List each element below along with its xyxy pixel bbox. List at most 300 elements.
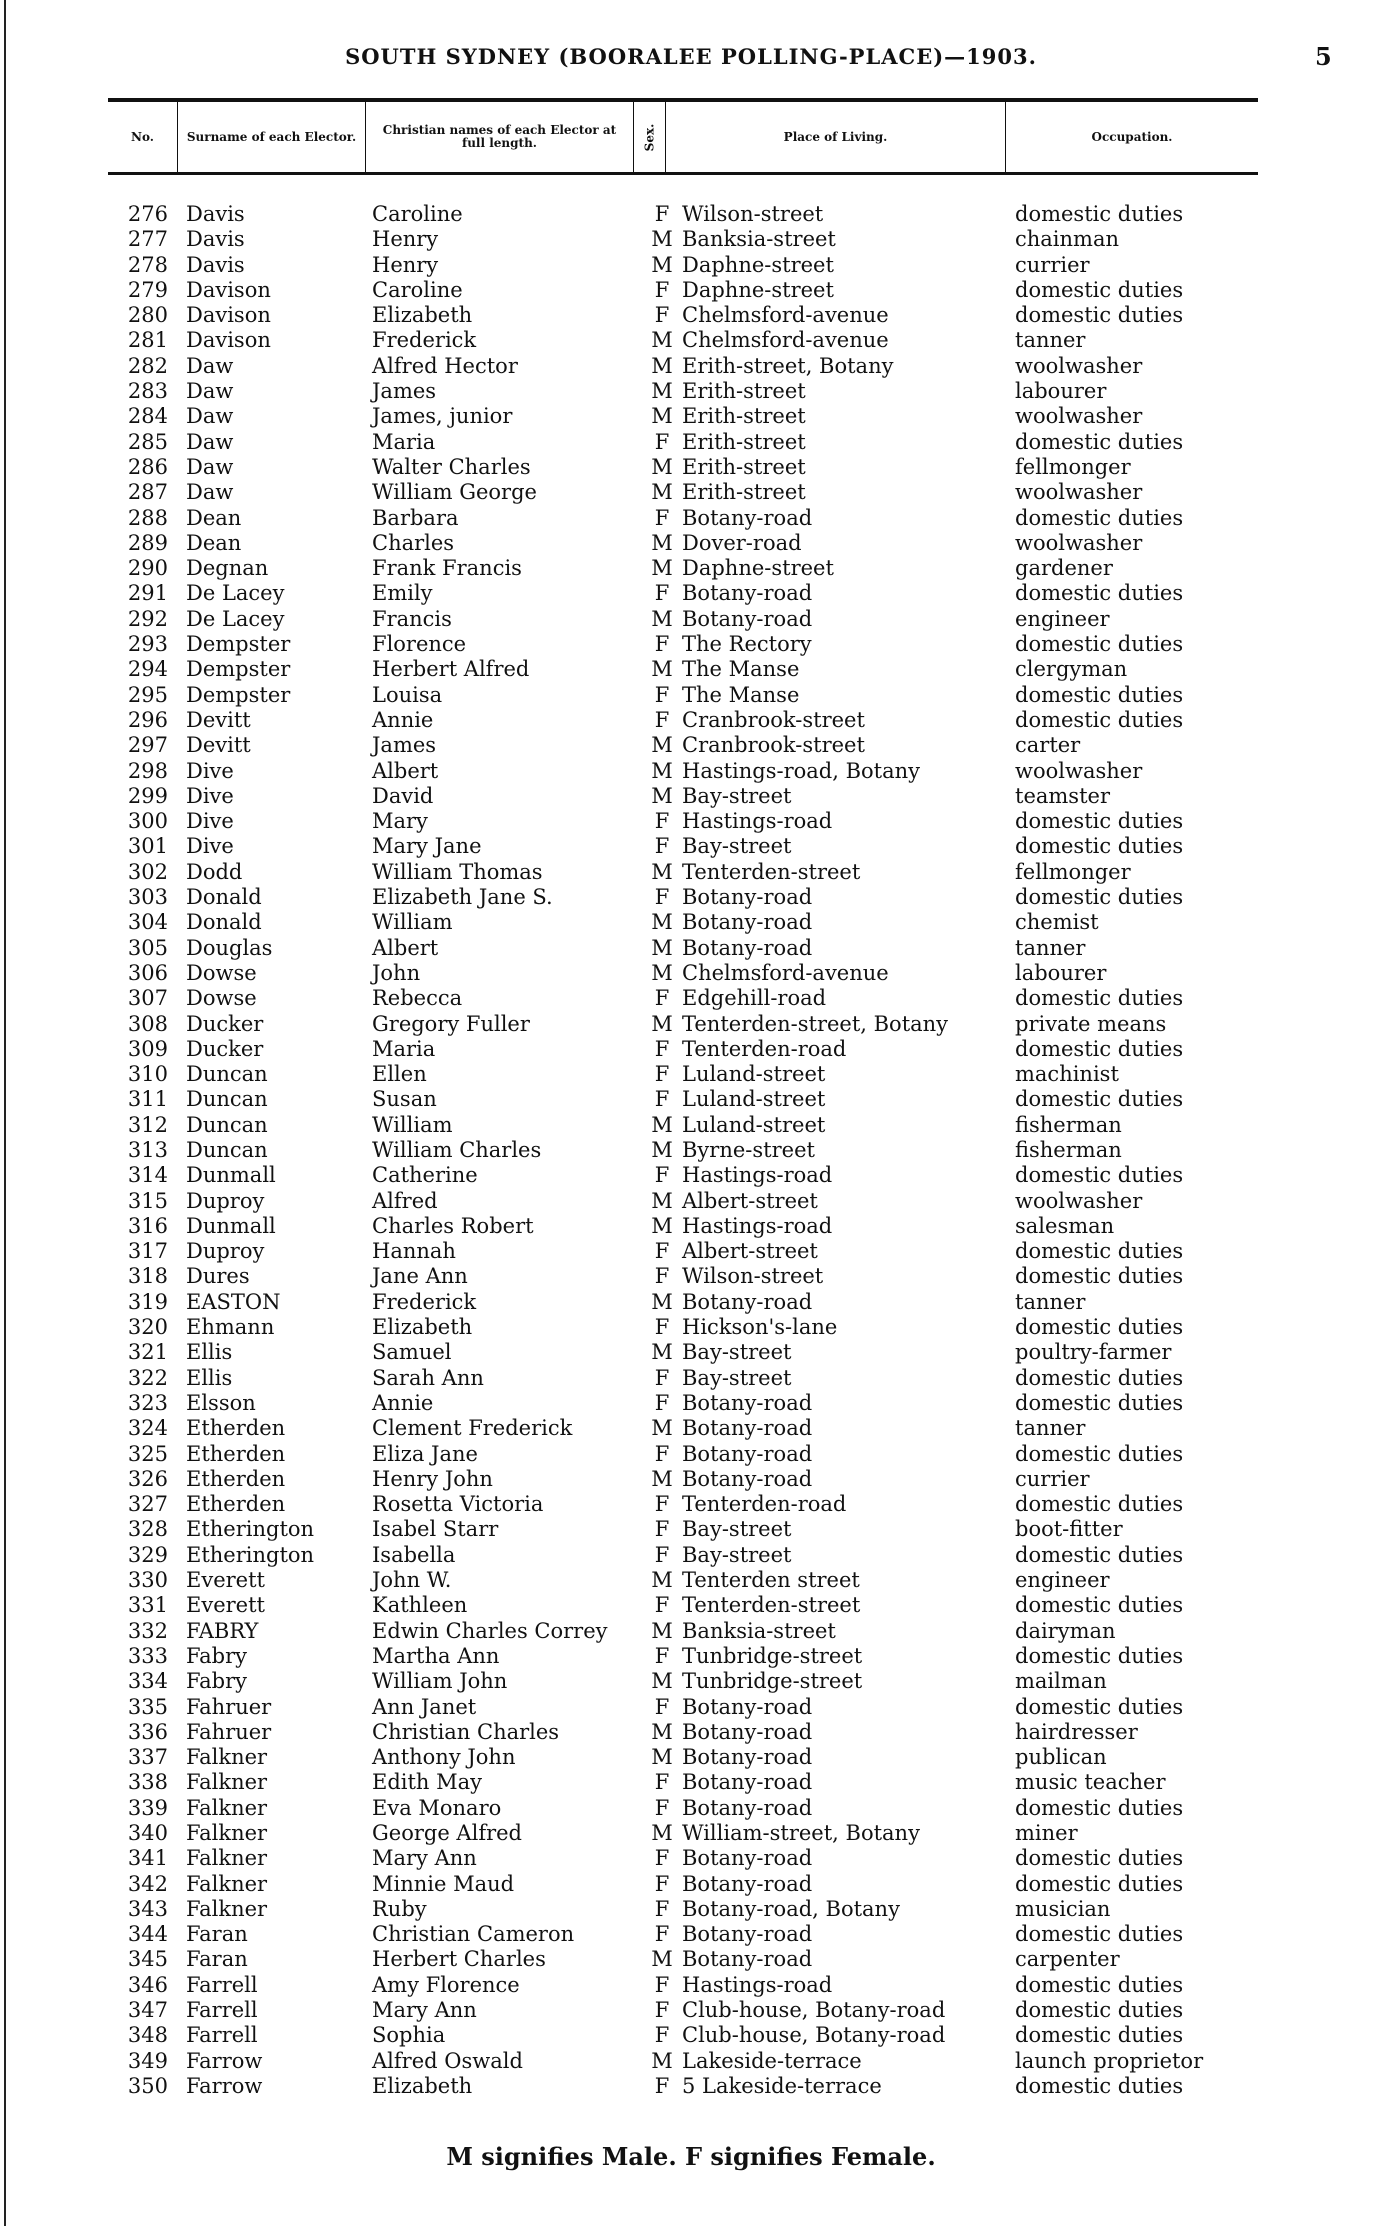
elector-surname: Ehmann	[186, 1315, 275, 1340]
elector-surname: Etherden	[186, 1416, 286, 1441]
elector-sex: F	[654, 1694, 670, 1719]
elector-surname: Elsson	[186, 1390, 256, 1415]
elector-place-of-living: Wilson-street	[682, 1264, 824, 1289]
elector-sex: M	[651, 935, 673, 960]
elector-sex: F	[654, 1036, 670, 1061]
elector-occupation: domestic duties	[1015, 1036, 1184, 1061]
elector-christian-names: Ann Janet	[372, 1694, 477, 1719]
elector-sex: F	[654, 1770, 670, 1795]
elector-place-of-living: Cranbrook-street	[682, 733, 865, 758]
elector-place-of-living: Botany-road	[682, 1947, 813, 1972]
elector-sex: M	[651, 1416, 673, 1441]
header-surname: Surname of each Elector.	[178, 102, 366, 172]
elector-place-of-living: Hastings-road, Botany	[682, 758, 921, 783]
table-row	[0, 303, 1382, 328]
elector-sex: M	[651, 404, 673, 429]
elector-sex: F	[654, 885, 670, 910]
elector-place-of-living: Erith-street	[682, 404, 806, 429]
elector-occupation: domestic duties	[1015, 202, 1184, 226]
elector-sex: F	[654, 1871, 670, 1896]
elector-occupation: domestic duties	[1015, 1972, 1184, 1997]
elector-surname: Falkner	[186, 1770, 268, 1795]
elector-place-of-living: Tunbridge-street	[682, 1669, 863, 1694]
table-row	[0, 1163, 1382, 1188]
table-row	[0, 1897, 1382, 1922]
elector-place-of-living: Erith-street, Botany	[682, 353, 894, 378]
elector-number: 299	[127, 783, 168, 808]
elector-number: 347	[127, 1998, 168, 2023]
elector-surname: Devitt	[186, 707, 251, 732]
elector-christian-names: Amy Florence	[372, 1972, 520, 1997]
elector-occupation: tanner	[1015, 328, 1086, 353]
elector-christian-names: Isabella	[372, 1542, 456, 1567]
table-row	[0, 1872, 1382, 1897]
elector-number: 305	[127, 935, 168, 960]
table-row	[0, 531, 1382, 556]
elector-occupation: woolwasher	[1015, 480, 1143, 505]
table-row	[0, 759, 1382, 784]
elector-number: 318	[127, 1264, 168, 1289]
table-row	[0, 1644, 1382, 1669]
table-row	[0, 1391, 1382, 1416]
elector-occupation: private means	[1015, 1011, 1167, 1036]
elector-place-of-living: Banksia-street	[682, 227, 836, 252]
elector-occupation: domestic duties	[1015, 505, 1184, 530]
elector-number: 310	[127, 1062, 168, 1087]
elector-christian-names: Francis	[372, 606, 452, 631]
elector-christian-names: Maria	[372, 429, 436, 454]
elector-place-of-living: Cranbrook-street	[682, 707, 865, 732]
elector-number: 313	[127, 1137, 168, 1162]
elector-surname: Falkner	[186, 1745, 268, 1770]
elector-surname: FABRY	[186, 1618, 259, 1643]
elector-surname: Dempster	[186, 657, 291, 682]
elector-sex: F	[654, 1643, 670, 1668]
elector-christian-names: Clement Frederick	[372, 1416, 573, 1441]
elector-occupation: domestic duties	[1015, 986, 1184, 1011]
table-row	[0, 1264, 1382, 1289]
elector-number: 338	[127, 1770, 168, 1795]
table-row	[0, 885, 1382, 910]
elector-occupation: gardener	[1015, 556, 1113, 581]
elector-place-of-living: Bay-street	[682, 783, 792, 808]
elector-occupation: domestic duties	[1015, 632, 1184, 657]
elector-occupation: hairdresser	[1015, 1719, 1138, 1744]
elector-place-of-living: Erith-street	[682, 429, 806, 454]
elector-christian-names: James	[372, 379, 437, 404]
table-row	[0, 733, 1382, 758]
elector-place-of-living: Botany-road	[682, 1719, 813, 1744]
elector-sex: F	[654, 429, 670, 454]
table-row	[0, 581, 1382, 606]
elector-sex: M	[651, 1669, 673, 1694]
elector-surname: De Lacey	[186, 606, 285, 631]
table-row	[0, 1340, 1382, 1365]
elector-number: 342	[127, 1871, 168, 1896]
elector-sex: M	[651, 1340, 673, 1365]
elector-sex: M	[651, 1821, 673, 1845]
elector-place-of-living: William-street, Botany	[682, 1821, 920, 1845]
elector-place-of-living: Byrne-street	[682, 1137, 815, 1162]
elector-surname: Davis	[186, 252, 245, 277]
table-row	[0, 227, 1382, 252]
elector-christian-names: Henry John	[372, 1466, 493, 1491]
elector-sex: M	[651, 1618, 673, 1643]
elector-place-of-living: Botany-road	[682, 1289, 813, 1314]
elector-sex: M	[651, 859, 673, 884]
elector-sex: M	[651, 1011, 673, 1036]
elector-christian-names: Alfred Hector	[372, 353, 518, 378]
elector-christian-names: William Thomas	[372, 859, 543, 884]
elector-christian-names: Ruby	[372, 1896, 427, 1921]
elector-number: 293	[127, 632, 168, 657]
table-row	[0, 202, 1382, 227]
elector-surname: Duproy	[186, 1239, 265, 1264]
elector-number: 319	[127, 1289, 168, 1314]
elector-surname: Daw	[186, 480, 234, 505]
table-row	[0, 1442, 1382, 1467]
elector-place-of-living: Chelmsford-avenue	[682, 960, 889, 985]
elector-occupation: dairyman	[1015, 1618, 1116, 1643]
elector-occupation: teamster	[1015, 783, 1110, 808]
table-row	[0, 860, 1382, 885]
elector-surname: Dive	[186, 758, 234, 783]
table-row	[0, 1720, 1382, 1745]
elector-occupation: domestic duties	[1015, 885, 1184, 910]
elector-christian-names: Mary Ann	[372, 1998, 477, 2023]
elector-number: 292	[127, 606, 168, 631]
elector-number: 309	[127, 1036, 168, 1061]
elector-number: 303	[127, 885, 168, 910]
elector-christian-names: Charles	[372, 530, 455, 555]
table-row	[0, 607, 1382, 632]
elector-number: 339	[127, 1795, 168, 1820]
elector-occupation: woolwasher	[1015, 1188, 1143, 1213]
elector-place-of-living: Tunbridge-street	[682, 1643, 863, 1668]
elector-occupation: domestic duties	[1015, 1390, 1184, 1415]
elector-number: 290	[127, 556, 168, 581]
elector-sex: M	[651, 657, 673, 682]
elector-sex: M	[651, 454, 673, 479]
elector-occupation: salesman	[1015, 1213, 1115, 1238]
elector-number: 345	[127, 1947, 168, 1972]
elector-sex: M	[651, 1745, 673, 1770]
elector-place-of-living: Bay-street	[682, 1340, 792, 1365]
table-row	[0, 910, 1382, 935]
elector-christian-names: Elizabeth	[372, 2073, 473, 2098]
elector-christian-names: Frederick	[372, 328, 477, 353]
elector-occupation: machinist	[1015, 1062, 1119, 1087]
table-row	[0, 455, 1382, 480]
elector-surname: Etherington	[186, 1542, 315, 1567]
elector-number: 286	[127, 454, 168, 479]
elector-occupation: domestic duties	[1015, 1441, 1184, 1466]
elector-occupation: domestic duties	[1015, 2073, 1184, 2098]
elector-number: 327	[127, 1492, 168, 1517]
elector-occupation: chemist	[1015, 910, 1099, 935]
elector-occupation: domestic duties	[1015, 834, 1184, 859]
elector-number: 284	[127, 404, 168, 429]
elector-christian-names: Florence	[372, 632, 467, 657]
table-row	[0, 1492, 1382, 1517]
elector-sex: F	[654, 809, 670, 834]
elector-occupation: publican	[1015, 1745, 1107, 1770]
elector-place-of-living: Botany-road	[682, 1922, 813, 1947]
elector-place-of-living: The Manse	[682, 657, 800, 682]
elector-occupation: domestic duties	[1015, 809, 1184, 834]
table-row	[0, 1846, 1382, 1871]
elector-occupation: domestic duties	[1015, 581, 1184, 606]
table-row	[0, 1796, 1382, 1821]
elector-place-of-living: Erith-street	[682, 379, 806, 404]
elector-number: 332	[127, 1618, 168, 1643]
table-row	[0, 1745, 1382, 1770]
elector-surname: Falkner	[186, 1896, 268, 1921]
elector-place-of-living: Luland-street	[682, 1087, 826, 1112]
elector-christian-names: William John	[372, 1669, 508, 1694]
elector-place-of-living: Albert-street	[682, 1239, 818, 1264]
elector-number: 314	[127, 1163, 168, 1188]
elector-sex: M	[651, 1947, 673, 1972]
table-row	[0, 809, 1382, 834]
elector-number: 281	[127, 328, 168, 353]
elector-place-of-living: Banksia-street	[682, 1618, 836, 1643]
elector-christian-names: Henry	[372, 227, 439, 252]
elector-christian-names: Walter Charles	[372, 454, 531, 479]
elector-occupation: miner	[1015, 1821, 1078, 1845]
elector-christian-names: Albert	[372, 935, 439, 960]
table-row	[0, 506, 1382, 531]
elector-sex: F	[654, 1542, 670, 1567]
elector-surname: Dowse	[186, 960, 257, 985]
elector-christian-names: Annie	[372, 1390, 434, 1415]
elector-place-of-living: Botany-road	[682, 1466, 813, 1491]
elector-sex: F	[654, 2023, 670, 2048]
table-row	[0, 430, 1382, 455]
elector-occupation: domestic duties	[1015, 1846, 1184, 1871]
elector-sex: F	[654, 202, 670, 226]
elector-sex: F	[654, 1972, 670, 1997]
elector-sex: F	[654, 1593, 670, 1618]
elector-number: 311	[127, 1087, 168, 1112]
elector-occupation: domestic duties	[1015, 1922, 1184, 1947]
elector-place-of-living: Botany-road	[682, 935, 813, 960]
elector-occupation: engineer	[1015, 1568, 1110, 1593]
elector-surname: Donald	[186, 885, 262, 910]
elector-christian-names: Christian Charles	[372, 1719, 560, 1744]
elector-place-of-living: Bay-street	[682, 1542, 792, 1567]
elector-surname: Farrell	[186, 1998, 258, 2023]
elector-number: 295	[127, 682, 168, 707]
elector-surname: Duncan	[186, 1112, 268, 1137]
elector-place-of-living: Botany-road	[682, 1390, 813, 1415]
elector-sex: M	[651, 556, 673, 581]
elector-surname: Farrow	[186, 2073, 263, 2098]
elector-number: 346	[127, 1972, 168, 1997]
elector-occupation: domestic duties	[1015, 1643, 1184, 1668]
elector-occupation: domestic duties	[1015, 1087, 1184, 1112]
table-row	[0, 1012, 1382, 1037]
elector-occupation: domestic duties	[1015, 1998, 1184, 2023]
elector-occupation: clergyman	[1015, 657, 1128, 682]
elector-place-of-living: Bay-street	[682, 834, 792, 859]
table-row	[0, 1315, 1382, 1340]
elector-sex: F	[654, 1163, 670, 1188]
elector-christian-names: John	[372, 960, 421, 985]
elector-occupation: boot-fitter	[1015, 1517, 1123, 1542]
elector-surname: Ducker	[186, 1011, 264, 1036]
elector-christian-names: Kathleen	[372, 1593, 468, 1618]
elector-surname: Faran	[186, 1922, 248, 1947]
elector-number: 329	[127, 1542, 168, 1567]
elector-place-of-living: Tenterden-street	[682, 859, 861, 884]
elector-place-of-living: Botany-road	[682, 1694, 813, 1719]
elector-place-of-living: Hickson's-lane	[682, 1315, 838, 1340]
elector-christian-names: Samuel	[372, 1340, 452, 1365]
elector-surname: Daw	[186, 379, 234, 404]
elector-christian-names: Ellen	[372, 1062, 427, 1087]
elector-number: 278	[127, 252, 168, 277]
elector-surname: Etherington	[186, 1517, 315, 1542]
elector-surname: Dempster	[186, 632, 291, 657]
elector-sex: F	[654, 1062, 670, 1087]
elector-number: 324	[127, 1416, 168, 1441]
elector-surname: Dean	[186, 505, 242, 530]
table-row	[0, 1062, 1382, 1087]
elector-occupation: domestic duties	[1015, 1795, 1184, 1820]
elector-surname: Duproy	[186, 1188, 265, 1213]
elector-sex: F	[654, 1846, 670, 1871]
elector-christian-names: Caroline	[372, 277, 463, 302]
elector-sex: F	[654, 303, 670, 328]
elector-christian-names: Elizabeth	[372, 1315, 473, 1340]
elector-place-of-living: Botany-road	[682, 1441, 813, 1466]
elector-number: 317	[127, 1239, 168, 1264]
elector-sex: M	[651, 606, 673, 631]
elector-sex: M	[651, 910, 673, 935]
table-row	[0, 784, 1382, 809]
elector-surname: Fahruer	[186, 1694, 272, 1719]
table-row	[0, 657, 1382, 682]
elector-number: 308	[127, 1011, 168, 1036]
elector-sex: M	[651, 1289, 673, 1314]
elector-place-of-living: Dover-road	[682, 530, 802, 555]
elector-sex: M	[651, 328, 673, 353]
elector-sex: F	[654, 277, 670, 302]
elector-sex: M	[651, 960, 673, 985]
elector-surname: Faran	[186, 1947, 248, 1972]
elector-place-of-living: Chelmsford-avenue	[682, 328, 889, 353]
elector-occupation: domestic duties	[1015, 2023, 1184, 2048]
elector-christian-names: John W.	[372, 1568, 452, 1593]
elector-place-of-living: Wilson-street	[682, 202, 824, 226]
elector-occupation: domestic duties	[1015, 303, 1184, 328]
elector-christian-names: David	[372, 783, 434, 808]
elector-occupation: woolwasher	[1015, 404, 1143, 429]
elector-sex: M	[651, 1466, 673, 1491]
table-row	[0, 1695, 1382, 1720]
elector-place-of-living: Club-house, Botany-road	[682, 2023, 946, 2048]
elector-sex: F	[654, 834, 670, 859]
elector-christian-names: Catherine	[372, 1163, 478, 1188]
elector-surname: Dive	[186, 834, 234, 859]
elector-sex: M	[651, 1719, 673, 1744]
table-row	[0, 2074, 1382, 2099]
elector-surname: Falkner	[186, 1821, 268, 1845]
elector-number: 298	[127, 758, 168, 783]
elector-christian-names: Eliza Jane	[372, 1441, 478, 1466]
elector-place-of-living: Tenterden-road	[682, 1036, 847, 1061]
elector-surname: Degnan	[186, 556, 269, 581]
elector-place-of-living: Chelmsford-avenue	[682, 303, 889, 328]
elector-christian-names: Mary Ann	[372, 1846, 477, 1871]
elector-number: 297	[127, 733, 168, 758]
elector-sex: F	[654, 1922, 670, 1947]
table-row	[0, 632, 1382, 657]
footer-legend: M signifies Male. F signifies Female.	[446, 2142, 936, 2171]
elector-number: 304	[127, 910, 168, 935]
elector-place-of-living: Hastings-road	[682, 1213, 833, 1238]
table-row	[0, 936, 1382, 961]
elector-number: 344	[127, 1922, 168, 1947]
table-row	[0, 1189, 1382, 1214]
table-row	[0, 1366, 1382, 1391]
elector-number: 335	[127, 1694, 168, 1719]
elector-sex: M	[651, 1568, 673, 1593]
page-number: 5	[1315, 42, 1332, 71]
elector-surname: Etherden	[186, 1441, 286, 1466]
elector-christian-names: Edwin Charles Correy	[372, 1618, 608, 1643]
elector-christian-names: Eva Monaro	[372, 1795, 502, 1820]
elector-occupation: domestic duties	[1015, 1365, 1184, 1390]
elector-surname: EASTON	[186, 1289, 281, 1314]
elector-christian-names: James, junior	[372, 404, 513, 429]
elector-christian-names: James	[372, 733, 437, 758]
elector-christian-names: Sophia	[372, 2023, 446, 2048]
elector-surname: Ellis	[186, 1340, 233, 1365]
elector-surname: Dean	[186, 530, 242, 555]
elector-place-of-living: Daphne-street	[682, 252, 834, 277]
elector-christian-names: Maria	[372, 1036, 436, 1061]
elector-place-of-living: Tenterden-road	[682, 1492, 847, 1517]
elector-occupation: fisherman	[1015, 1137, 1122, 1162]
elector-number: 301	[127, 834, 168, 859]
elector-occupation: tanner	[1015, 1289, 1086, 1314]
elector-sex: M	[651, 353, 673, 378]
elector-occupation: fellmonger	[1015, 454, 1131, 479]
elector-surname: Falkner	[186, 1795, 268, 1820]
header-christian-names: Christian names of each Elector at full length.	[366, 102, 634, 172]
elector-occupation: chainman	[1015, 227, 1120, 252]
elector-christian-names: Alfred Oswald	[372, 2048, 523, 2073]
table-row	[0, 2049, 1382, 2074]
elector-christian-names: Mary Jane	[372, 834, 482, 859]
elector-christian-names: William George	[372, 480, 537, 505]
elector-number: 336	[127, 1719, 168, 1744]
elector-number: 283	[127, 379, 168, 404]
table-row	[0, 708, 1382, 733]
table-row	[0, 1770, 1382, 1795]
elector-sex: F	[654, 1492, 670, 1517]
elector-christian-names: Gregory Fuller	[372, 1011, 530, 1036]
table-row	[0, 1568, 1382, 1593]
elector-number: 316	[127, 1213, 168, 1238]
elector-christian-names: Rebecca	[372, 986, 463, 1011]
page-title: SOUTH SYDNEY (BOORALEE POLLING-PLACE)—1903.	[345, 44, 1037, 69]
elector-number: 320	[127, 1315, 168, 1340]
elector-place-of-living: Botany-road	[682, 505, 813, 530]
elector-number: 333	[127, 1643, 168, 1668]
